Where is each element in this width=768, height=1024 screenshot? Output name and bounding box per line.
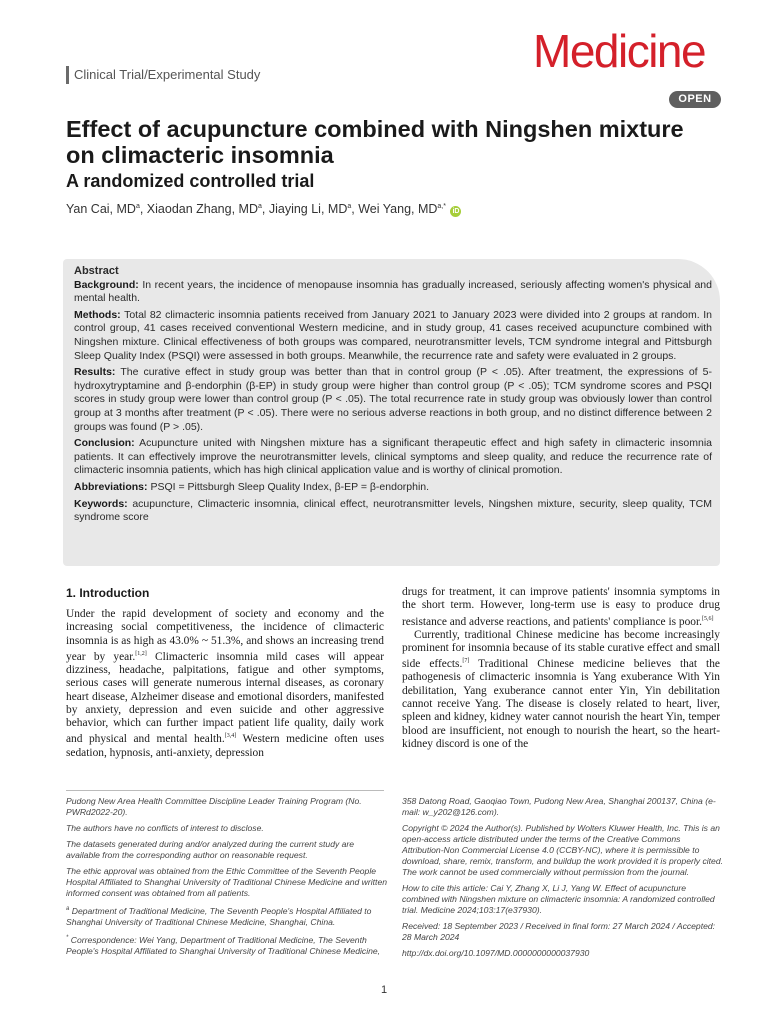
author-list: Yan Cai, $MD^a$, Xiaodan Zhang, $MD^a$, Jiaying Li, $MD^a$, Wei Yang, $MD^{a,*}$ iD — [66, 202, 460, 217]
footnote-divider — [66, 790, 384, 791]
body-column-left — [66, 586, 384, 760]
abstract-label: Abbreviations: — [74, 480, 148, 493]
correspondence-note: * Correspondence: Wei Yang, Department of Traditional Medicine, The Seventh People's Hospital Affiliated to Shanghai University of Traditional Chinese Medicine, — [66, 934, 381, 956]
abstract-methods: Methods: Total 82 climacteric insomnia patients received from January 2021 to January 2023 were divided into 2 groups at random. In control group, 41 cases received conventional Western medicine, and in study group, 41 cases received acupuncture combined with Ningshen mixture. Clinical effectiveness of both groups was compared, neurotransmitter levels, TCM syndrome integral and Pittsburgh Sleep Quality Index (PSQI) were assessed in both groups. Meanwhile, the recurrence rate and safety were evaluated in 2 groups. — [74, 308, 712, 362]
abstract-conclusion: Conclusion: Acupuncture united with Ningshen mixture has a significant therapeutic effect and high safety in climacteric insomnia patients. It can effectively improve the neurotransmitter levels, clinical symptoms and sleep quality, and reduce the recurrence rate of climacteric insomnia patients, which has high clinical application value and is worthy of clinical promotion. — [74, 437, 712, 477]
abstract-label: Results: — [74, 366, 116, 379]
article-type-label: Clinical Trial/Experimental Study — [66, 66, 260, 84]
ethics-note: The ethic approval was obtained from the Ethic Committee of the Seventh People Hospital Affiliated to Shanghai University of Traditional Chinese Medicine and written informed consent was obtained from all patients. — [66, 866, 387, 898]
citation-link[interactable]: [1,2] — [135, 650, 147, 657]
abstract-label: Keywords: — [74, 497, 128, 510]
abstract-heading: Abstract — [74, 265, 119, 277]
section-heading: 1. Introduction — [66, 586, 150, 600]
address-note: 358 Datong Road, Gaoqiao Town, Pudong New Area, Shanghai 200137, China (e-mail: w_y202@126.com). — [402, 796, 716, 817]
body-column-right — [402, 586, 720, 751]
citation-link[interactable]: [3,4] — [224, 733, 237, 740]
paragraph: drugs for treatment, it can improve patients' insomnia symptoms in the short term. However, long-term use is easy to produce drug resistance and adverse reactions, and patients' compliance is poor.[5,6] — [402, 586, 720, 628]
author-affiliation: a — [347, 203, 352, 210]
open-access-badge: OPEN — [669, 91, 721, 108]
abstract-background: Background: In recent years, the incidence of menopause insomnia has gradually increased, seriously affecting women's physical and mental health. — [74, 278, 712, 305]
abstract-results: Results: The curative effect in study group was better than that in control group (P < .05). After treatment, the expressions of 5-hydroxytryptamine and β-endorphin (β-EP) in study group were higher than control group (P < .05); TCM syndrome scores and PSQI scores in study group were lower than control group (P < .05). The total recurrence rate in study group was obviously lower than control group at 3 months after treatment (P < .05). There were no serious adverse reactions in both group, and no distinct difference between 2 groups was found (P > .05). — [74, 366, 712, 433]
abstract-label: Methods: — [74, 308, 121, 321]
abstract-abbreviations: Abbreviations: PSQI = Pittsburgh Sleep Quality Index, β-EP = β-endorphin. — [74, 480, 430, 493]
citation-link[interactable]: [7] — [462, 658, 470, 665]
affiliation-note: $^a$ Department of Traditional Medicine, The Seventh People's Hospital Affiliated to Shanghai University of Traditional Chinese Medicine, Shanghai, China. — [66, 905, 372, 927]
abstract-box — [63, 259, 720, 566]
page-number: 1 — [380, 984, 388, 996]
copyright-note: Copyright © 2024 the Author(s). Published by Wolters Kluwer Health, Inc. This is an open-access article distributed under the terms of the Creative Commons Attribution-Non Commercial License 4.0 (CCBY-NC), where it is permissible to download, share, remix, transform, and buildup the work provided it is properly cited. The work cannot be used commercially without permission from the journal. — [402, 823, 723, 877]
article-subtitle: A randomized controlled trial — [66, 171, 315, 191]
author-affiliation: a — [257, 203, 262, 210]
footnotes-right — [402, 796, 724, 964]
dates-note: Received: 18 September 2023 / Received in final form: 27 March 2024 / Accepted: 28 March 2024 — [402, 921, 716, 942]
citation-note: How to cite this article: Cai Y, Zhang X, Li J, Yang W. Effect of acupuncture combined with Ningshen mixture on climacteric insomnia: A randomized controlled trial. Medicine 2024;103:17(e37930). — [402, 883, 715, 915]
author-affiliation: a,* — [437, 203, 446, 210]
conflict-note: The authors have no conflicts of interest to disclose. — [66, 823, 264, 833]
funding-note: Pudong New Area Health Committee Discipline Leader Training Program (No. PWRd2022-20). — [66, 796, 362, 817]
abstract-keywords: Keywords: acupuncture, Climacteric insomnia, clinical effect, neurotransmitter levels, Ningshen mixture, security, sleep quality, TCM syndrome score — [74, 497, 712, 524]
author-name[interactable]: Jiaying Li, MD — [268, 202, 348, 217]
author-affiliation: a — [135, 203, 140, 210]
author-name[interactable]: Xiaodan Zhang, MD — [146, 202, 258, 217]
doi-link[interactable]: http://dx.doi.org/10.1097/MD.0000000000037930 — [402, 948, 590, 958]
article-title: Effect of acupuncture combined with Ningshen mixture on climacteric insomnia — [66, 116, 684, 168]
author-name[interactable]: Wei Yang, MD — [358, 202, 438, 217]
journal-logo: Medicine — [533, 25, 706, 77]
citation-link[interactable]: [5,6] — [702, 615, 714, 622]
abstract-label: Conclusion: — [74, 437, 135, 450]
abstract-label: Background: — [74, 278, 139, 291]
author-name[interactable]: Yan Cai, MD — [66, 202, 136, 217]
paragraph: Currently, traditional Chinese medicine has become increasingly prominent for insomnia because of its stable curative effect and small side effects.[7] Traditional Chinese medicine believes that the pathogenesis of climacteric insomnia is Yang exuberance With Yin debilitation, Yang exuberance cannot enter Yin, Yin debilitation cannot receive Yang. The disease is closely related to heart, liver, spleen and kidney, kidney water cannot nourish the heart Yin, temper blood are insufficient, not enough to nourish the heart, so the heart-kidney discord is one of the — [402, 628, 720, 750]
data-availability-note: The datasets generated during and/or analyzed during the current study are available from the corresponding author on reasonable request. — [66, 839, 355, 860]
paragraph: Under the rapid development of society and economy and the increasing social competitiveness, the incidence of climacteric insomnia is as high as 43.0% ~ 51.3%, and shows an increasing trend year by year.[1,2] Climacteric insomnia mild cases will appear dizziness, headache, palpitations, fatigue and other symptoms, serious cases will generate numerous internal diseases, as coronary heart disease, Alzheimer disease and emotional disorders, manifested by anxiety, depression and even suicide and other aggressive behavior, which can further impact patient life quality, daily work and physical and mental health.[3,4] Western medicine often uses sedation, hypnosis, anti-anxiety, depression — [66, 608, 384, 759]
footnotes-left — [66, 796, 388, 962]
orcid-icon[interactable]: iD — [452, 208, 460, 216]
